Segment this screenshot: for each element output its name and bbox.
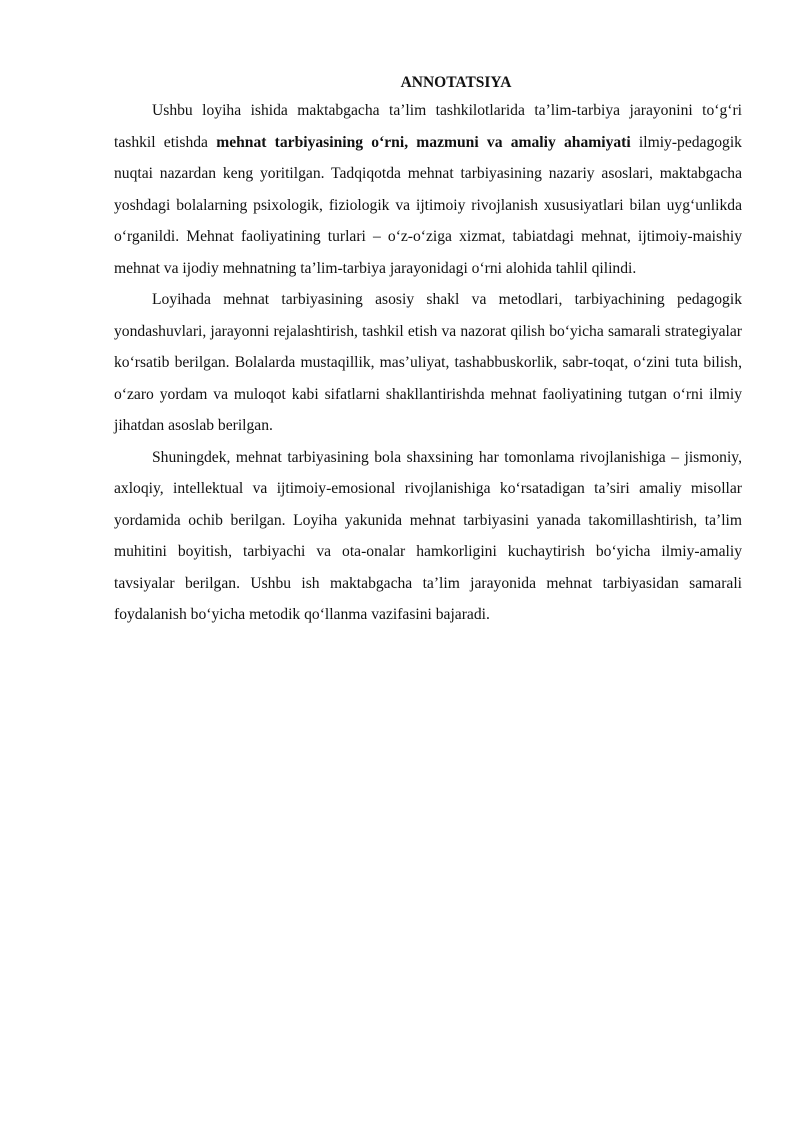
paragraph-1-text-end: ilmiy-pedagogik nuqtai nazardan keng yoritilgan. Tadqiqotda mehnat tarbiyasining nazariy asoslari, maktabgacha yoshdagi bolalarning psixologik, fiziologik va ijtimoiy rivojlanish xususiyatlari bilan uyg‘unlikda o‘rganildi. Mehnat faoliyatining turlari – o‘z-o‘ziga xizmat, tabiatdagi mehnat, ijtimoiy-maishiy mehnat va ijodiy mehnatning ta’lim-tarbiya jarayonidagi o‘rni alohida tahlil qilindi. [114,133,742,277]
paragraph-2: Loyihada mehnat tarbiyasining asosiy shakl va metodlari, tarbiyachining pedagogik yondashuvlari, jarayonni rejalashtirish, tashkil etish va nazorat qilish bo‘yicha samarali strategiyalar ko‘rsatib berilgan. Bolalarda mustaqillik, mas’uliyat, tashabbuskorlik, sabr-toqat, o‘zini tuta bilish, o‘zaro yordam va muloqot kabi sifatlarni shakllantirishda mehnat faoliyatining tutgan o‘rni ilmiy jihatdan asoslab berilgan. [114,291,742,434]
document-page [114,71,742,631]
paragraph-1-text-start: Ushbu loyiha ishida maktabgacha ta’lim tashkilotlarida ta’lim-tarbiya jarayonini to‘g‘ri tashkil etishda [114,102,742,151]
paragraph-1-bold-phrase: mehnat tarbiyasining o‘rni, mazmuni va amaliy ahamiyati [216,133,631,151]
paragraph-1 [114,95,742,284]
paragraph-3: Shuningdek, mehnat tarbiyasining bola shaxsining har tomonlama rivojlanishiga – jismoniy, axloqiy, intellektual va ijtimoiy-emosional rivojlanishiga ko‘rsatadigan ta’siri amaliy misollar yordamida ochib berilgan. Loyiha yakunida mehnat tarbiyasini yanada takomillashtirish, ta’lim muhitini boyitish, tarbiyachi va ota-onalar hamkorligini kuchaytirish bo‘yicha ilmiy-amaliy tavsiyalar berilgan. Ushbu ish maktabgacha ta’lim jarayonida mehnat tarbiyasidan samarali foydalanish bo‘yicha metodik qo‘llanma vazifasini bajaradi. [114,448,742,623]
page-title: ANNOTATSIYA [400,74,512,91]
